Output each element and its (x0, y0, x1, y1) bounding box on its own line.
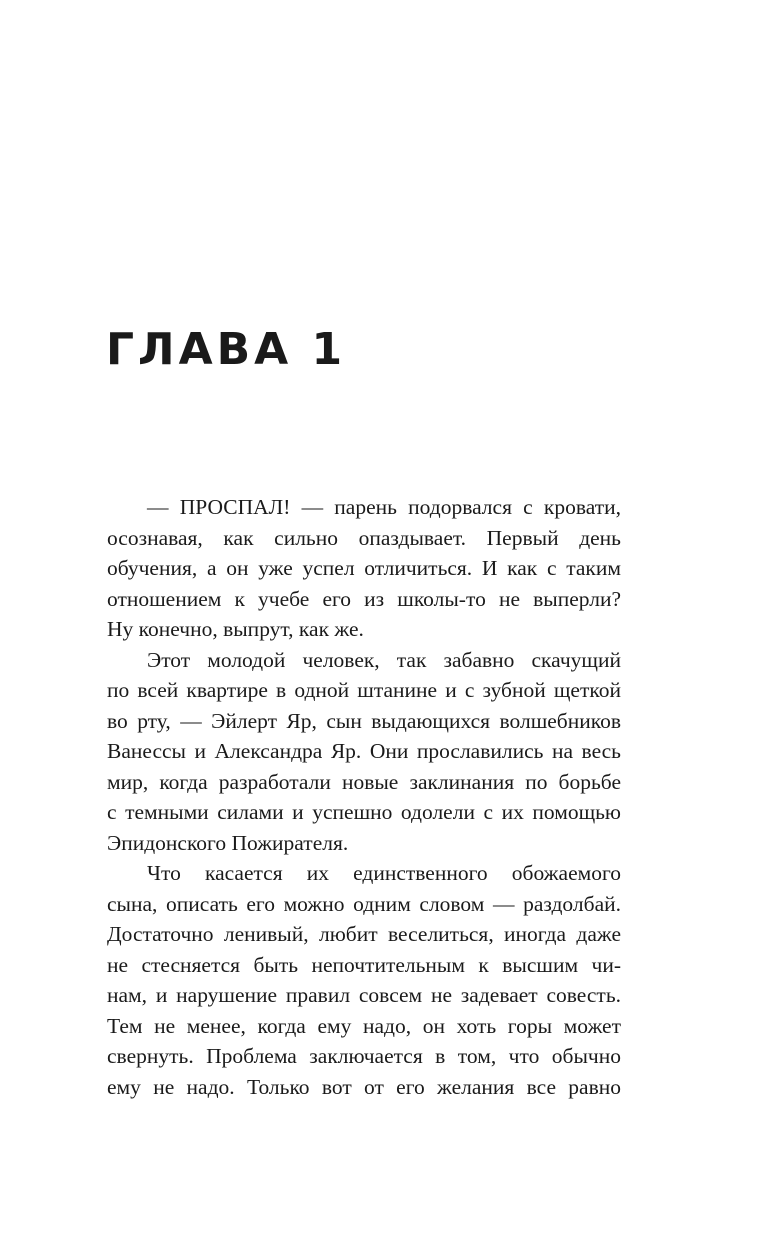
paragraph-3-line-8: ему не надо. Только вот от его желания все равно (107, 1074, 621, 1099)
paragraph-3-line-4: не стесняется быть непочтительным к высшим чи- (107, 952, 621, 977)
paragraph-2-line-2: по всей квартире в одной штанине и с зубной щеткой (107, 678, 621, 702)
paragraph-1-line-4: отношением к учебе его из школы-то не выперли? (107, 586, 621, 611)
paragraph-2-line-7: Эпидонского Пожирателя. (107, 830, 349, 855)
paragraph-2-line-1: Этот молодой человек, так забавно скачущий (147, 647, 621, 672)
chapter-title: ГЛАВА 1 (106, 324, 347, 375)
paragraph-2-line-6: с темными силами и успешно одолели с их помощью (107, 800, 621, 824)
paragraph-2-line-3: во рту, — Эйлерт Яр, сын выдающихся волшебников (107, 708, 621, 733)
paragraph-1-line-3: обучения, а он уже успел отличиться. И как с таким (107, 556, 621, 580)
paragraph-2-line-5: мир, когда разработали новые заклинания по борьбе (107, 769, 621, 794)
paragraph-1-line-1: — ПРОСПАЛ! — парень подорвался с кровати, (147, 495, 621, 519)
paragraph-1-line-5: Ну конечно, выпрут, как же. (107, 617, 364, 641)
body-text (107, 492, 621, 1102)
paragraph-2-line-4: Ванессы и Александра Яр. Они прославились на весь (107, 739, 621, 763)
paragraph-3-line-6: Тем не менее, когда ему надо, он хоть горы может (107, 1013, 621, 1038)
paragraph-3-line-2: сына, описать его можно одним словом — раздолбай. (107, 891, 621, 916)
paragraph-1-line-2: осознавая, как сильно опаздывает. Первый день (107, 525, 621, 550)
paragraph-3-line-5: нам, и нарушение правил совсем не задевает совесть. (107, 983, 621, 1007)
paragraph-3-line-7: свернуть. Проблема заключается в том, что обычно (107, 1044, 621, 1068)
paragraph-3-line-1: Что касается их единственного обожаемого (147, 861, 621, 885)
paragraph-3-line-3: Достаточно ленивый, любит веселиться, иногда даже (107, 922, 621, 946)
